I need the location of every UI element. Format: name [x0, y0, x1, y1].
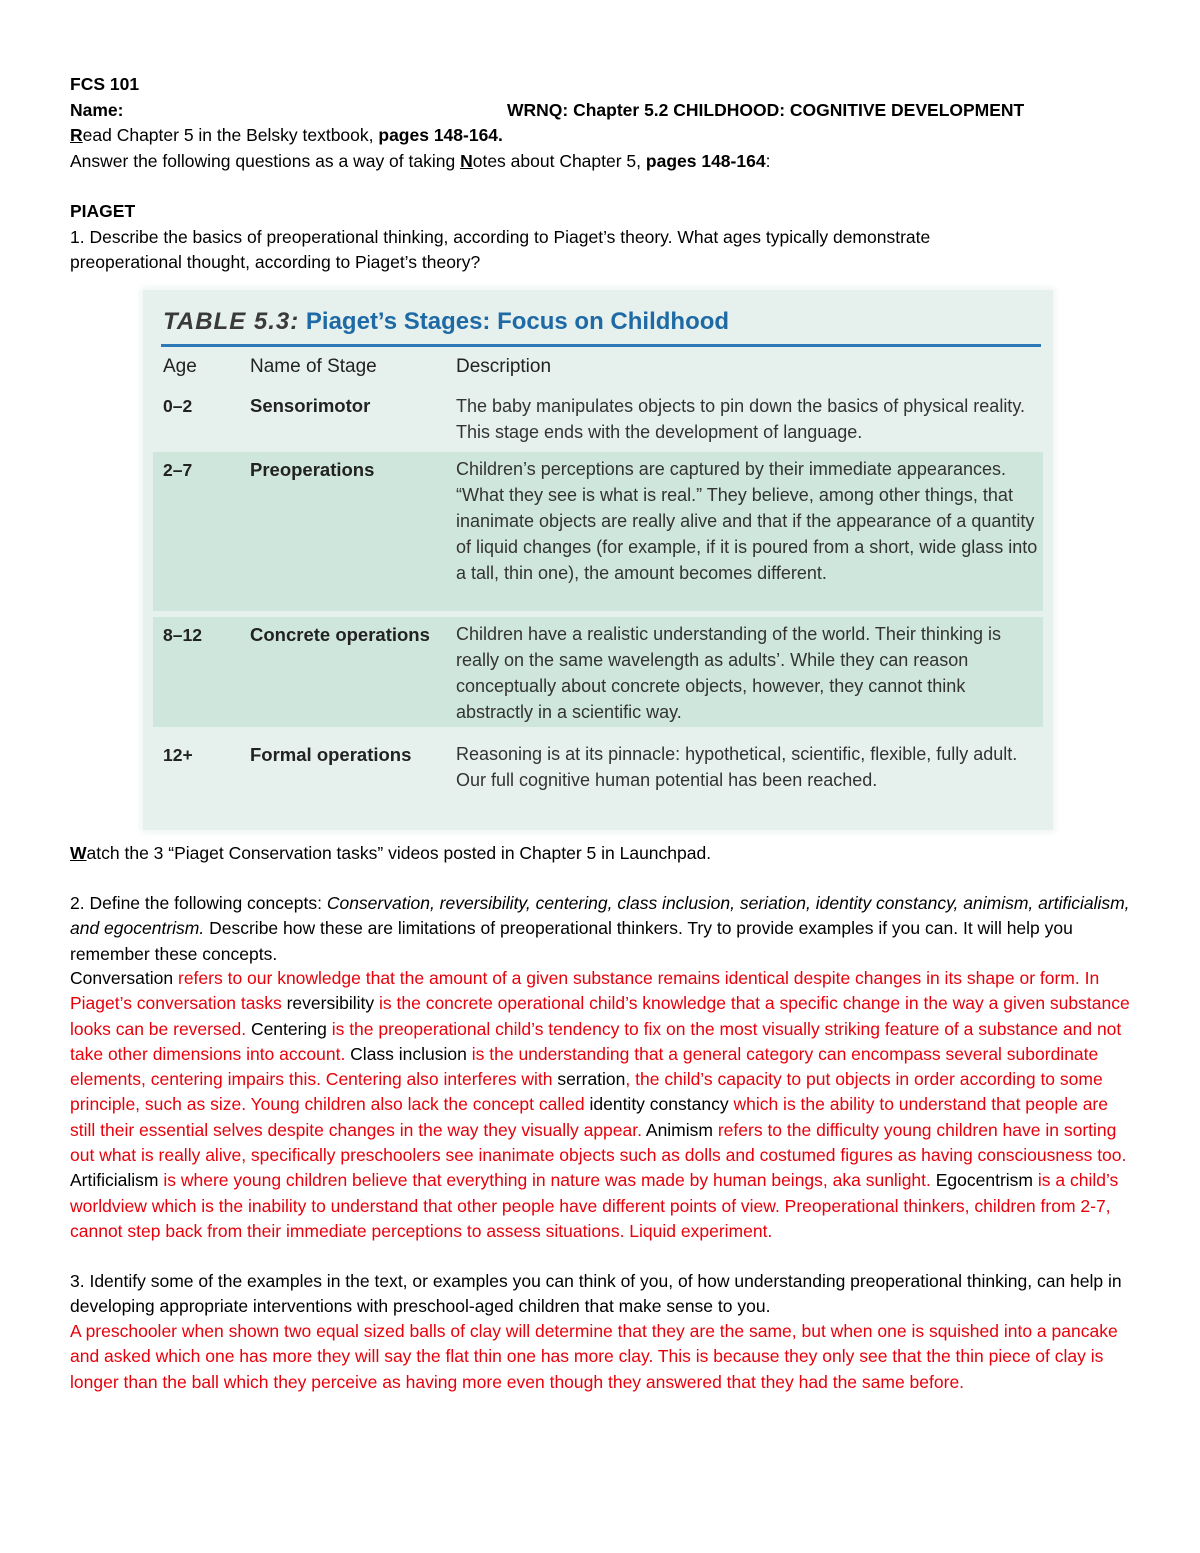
piaget-stages-table [143, 290, 1053, 830]
notes-first-letter: N [460, 151, 473, 171]
answer-2-text: is where young children believe that everything in nature was made by human beings, aka sunlight. [158, 1170, 936, 1191]
assignment-title: WRNQ: Chapter 5.2 CHILDHOOD: COGNITIVE DEVELOPMENT [507, 100, 1025, 120]
answer-2-text: is the understanding that a general category can encompass several subordinate elements, centering impairs this. Centering also interferes with [70, 1043, 1099, 1090]
row-stage: Preoperations [250, 459, 375, 480]
answer-2-text: , the child’s capacity to put objects in order according to some principle, such as size. Young children also lack the concept called [70, 1069, 1103, 1115]
question-2-lead: 2. Define the following concepts: [70, 893, 327, 913]
row-description: Children’s perceptions are captured by their immediate appearances. “What they see is what is real.” They believe, among other things, that inanimate objects are really alive and that if the appearance of a quantity of liquid changes (for example, if it is poured from a short, wide glass into a tall, thin one), the amount becomes different. [456, 459, 1038, 583]
answer-2-text: refers to our knowledge that the amount of a given substance remains identical despite changes in its shape or form. In Piaget’s conversation tasks [70, 968, 1100, 1014]
answer-2-text: is the concrete operational child’s knowledge that a specific change in the way a given substance looks can be reversed. [70, 993, 1130, 1039]
term-animism: Animism [645, 1119, 713, 1140]
term-identity-constancy: identity constancy [589, 1094, 729, 1115]
row-description: Reasoning is at its pinnacle: hypothetical, scientific, flexible, fully adult. Our full cognitive human potential has been reached. [456, 744, 1018, 790]
row-stage: Sensorimotor [250, 395, 371, 416]
term-reversibility: reversibility [286, 993, 375, 1014]
section-title: PIAGET [70, 201, 136, 221]
row-stage: Formal operations [250, 744, 412, 765]
name-label: Name: [70, 100, 124, 120]
table-title [163, 308, 729, 336]
answer-pages: pages 148-164 [645, 151, 766, 171]
question-2-tail: Describe how these are limitations of preoperational thinkers. Try to provide examples if you can. It will help you remember these concepts. [70, 918, 1073, 964]
term-artificialism: Artificialism [70, 1170, 159, 1191]
answer-colon: : [765, 151, 771, 171]
answer-2 [70, 966, 1132, 1244]
answer-instruction [70, 149, 770, 174]
answer-2-text: which is the ability to understand that people are still their essential selves despite changes in the way they visually appear. [70, 1094, 1108, 1140]
table-row [153, 739, 1043, 799]
answer-2-text: is the preoperational child’s tendency to fix on the most visually striking feature of a substance and not take other dimensions into account. [70, 1018, 1122, 1064]
col-header-age: Age [163, 356, 197, 377]
row-description: The baby manipulates objects to pin down the basics of physical reality. This stage ends with the development of language. [456, 396, 1025, 442]
watch-first-letter: W [70, 843, 87, 863]
answer-text-mid: otes about Chapter 5, [472, 151, 646, 171]
term-egocentrism: Egocentrism [935, 1170, 1034, 1191]
row-age: 12+ [163, 745, 193, 765]
col-header-description: Description [456, 356, 552, 377]
table-rule [161, 344, 1041, 347]
table-name: Piaget’s Stages: Focus on Childhood [305, 308, 730, 335]
row-age: 0–2 [163, 396, 193, 416]
question-1-line-2: preoperational thought, according to Piaget’s theory? [70, 252, 481, 272]
question-2-concepts: Conservation, reversibility, centering, class inclusion, seriation, identity constancy, animism, artificialism, and egocentrism. [70, 893, 1130, 939]
read-pages: pages 148-164. [378, 125, 503, 145]
question-3: 3. Identify some of the examples in the text, or examples you can think of you, of how understanding preoperational thinking, can help in developing appropriate interventions with preschool-aged children that make sense to you. [70, 1271, 1122, 1317]
question-1-line-1: 1. Describe the basics of preoperational thinking, according to Piaget’s theory. What ages typically demonstrate [70, 227, 931, 247]
term-conservation: Conversation [70, 968, 174, 988]
row-description: Children have a realistic understanding of the world. Their thinking is really on the same wavelength as adults’. While they can reason conceptually about concrete objects, however, they cannot think abstractly in a scientific way. [456, 624, 1001, 722]
answer-2-text: refers to the difficulty young children have in sorting out what is really alive, specifically preschoolers see inanimate objects such as dolls and costumed figures as having consciousness too. [70, 1119, 1127, 1166]
watch-instruction [70, 841, 711, 866]
row-stage: Concrete operations [250, 624, 430, 645]
table-row [153, 452, 1043, 611]
answer-2-text: is a child’s worldview which is the inability to understand that other people have different points of view. Preoperational thinkers, children from 2-7, cannot step back from their immediate perceptions to assess situations. Liquid experiment. [70, 1170, 1119, 1241]
read-instruction [70, 123, 503, 148]
course-code: FCS 101 [70, 74, 140, 94]
watch-text: atch the 3 “Piaget Conservation tasks” videos posted in Chapter 5 in Launchpad. [86, 843, 712, 863]
answer-3: A preschooler when shown two equal sized balls of clay will determine that they are the same, but when one is squished into a pancake and asked which one has more they will say the flat thin one has more clay. This is because they only see that the thin piece of clay is longer than the ball which they perceive as having more even though they answered that they had the same before. [70, 1321, 1118, 1392]
table-row [153, 393, 1043, 449]
read-text: ead Chapter 5 in the Belsky textbook, [82, 125, 379, 145]
table-row [153, 617, 1043, 727]
table-label: TABLE 5.3: [163, 308, 300, 335]
question-2 [70, 891, 1132, 967]
row-age: 2–7 [163, 460, 193, 480]
term-serration: serration [557, 1069, 626, 1090]
term-centering: Centering [250, 1018, 327, 1039]
answer-text: Answer the following questions as a way of taking [70, 151, 461, 171]
read-first-letter: R [70, 125, 83, 145]
term-class-inclusion: Class inclusion [350, 1043, 467, 1064]
row-age: 8–12 [163, 625, 202, 645]
col-header-stage: Name of Stage [250, 356, 377, 377]
